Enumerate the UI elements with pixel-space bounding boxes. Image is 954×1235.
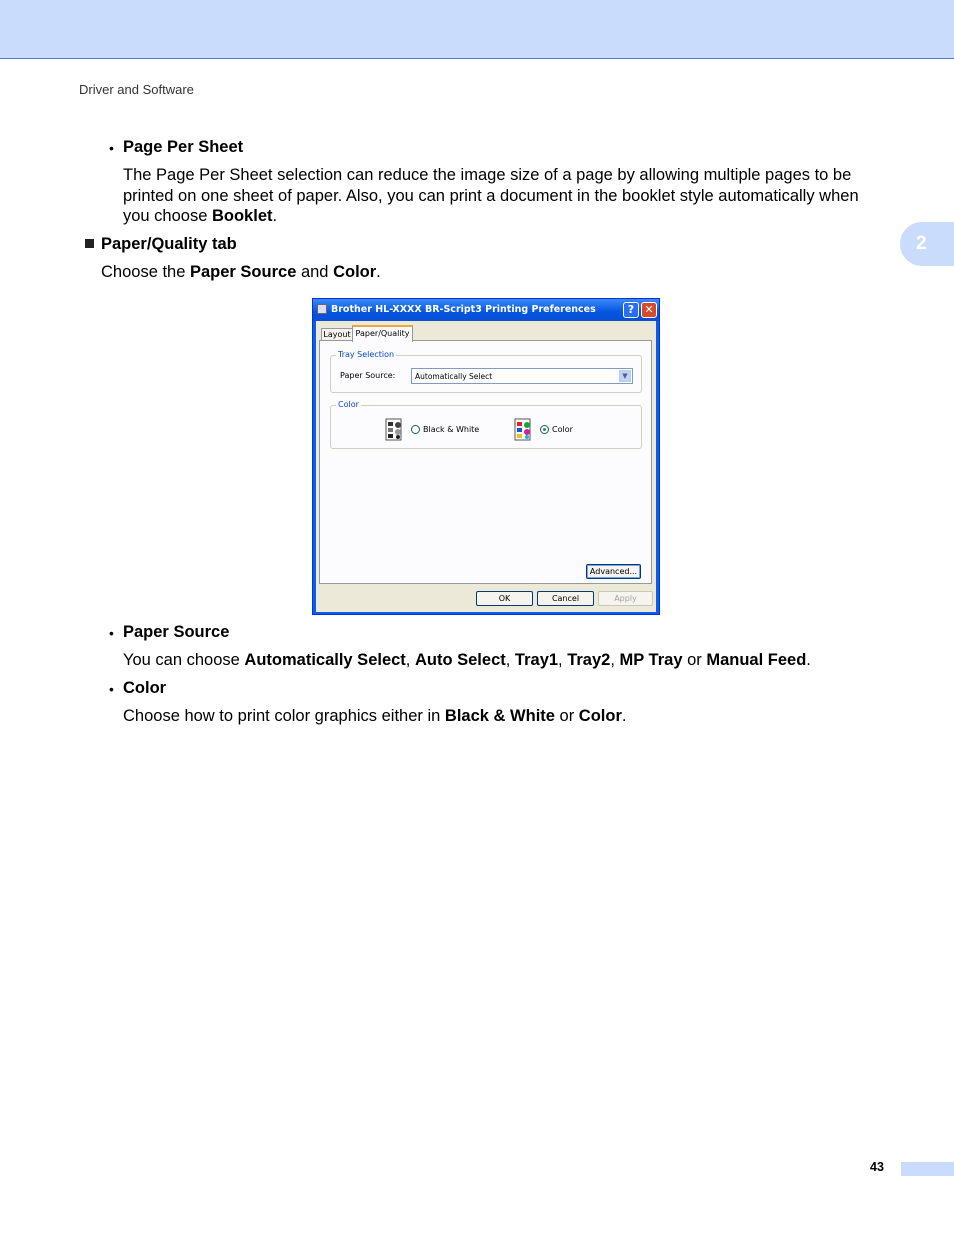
- tab-panel-paper-quality: [319, 340, 652, 584]
- group-label: Tray Selection: [338, 350, 395, 359]
- footer-bar: [901, 1162, 954, 1176]
- bullet-dot: •: [109, 140, 114, 156]
- subheading-color: [123, 678, 166, 699]
- paper-source-select[interactable]: [411, 368, 633, 384]
- heading-paper-quality-tab: [101, 234, 237, 255]
- radio-color[interactable]: [540, 425, 549, 434]
- heading-text: Paper/Quality tab: [101, 235, 237, 253]
- bold-run: Booklet: [211, 207, 273, 225]
- text-run: Choose how to print color graphics either in: [123, 707, 445, 725]
- bold-run: MP Tray: [619, 651, 683, 669]
- text-run: or: [682, 651, 707, 669]
- bullet-dot: •: [109, 681, 114, 697]
- header-band: [0, 0, 954, 59]
- color-group: [330, 400, 642, 449]
- text-run: ,: [610, 651, 620, 669]
- radio-black-white-label: Black & White: [423, 425, 480, 434]
- text-run: or: [554, 707, 579, 725]
- help-button[interactable]: ?: [623, 302, 639, 318]
- bold-run: Color: [578, 707, 622, 725]
- bold-run: Tray1: [514, 651, 559, 669]
- subheading-text: Paper Source: [123, 623, 230, 641]
- paragraph-line: printed on one sheet of paper. Also, you can print a document in the booklet style automatically when: [123, 187, 859, 205]
- dialog-client: [316, 321, 656, 612]
- tab-paper-quality[interactable]: Paper/Quality: [352, 325, 413, 342]
- printing-preferences-dialog: [312, 298, 660, 615]
- ok-button[interactable]: OK: [476, 591, 533, 606]
- text-run: .: [376, 263, 381, 281]
- close-button[interactable]: ✕: [641, 302, 657, 318]
- advanced-button[interactable]: Advanced...: [586, 564, 641, 579]
- bold-run: Automatically Select: [244, 651, 406, 669]
- dialog-title: Brother HL-XXXX BR-Script3 Printing Preferences: [331, 304, 596, 315]
- text-run: you choose: [123, 207, 212, 225]
- paragraph-line: [123, 706, 626, 727]
- bold-run: Auto Select: [414, 651, 506, 669]
- paragraph-line: [101, 262, 381, 283]
- group-label: Color: [338, 400, 359, 409]
- tab-layout[interactable]: Layout: [321, 328, 353, 341]
- subheading-text: Color: [123, 679, 167, 697]
- paragraph-line: [123, 206, 277, 227]
- paper-source-label: Paper Source:: [340, 371, 396, 380]
- select-value: Automatically Select: [415, 372, 493, 381]
- paragraph-line: [123, 650, 811, 671]
- radio-black-white[interactable]: [411, 425, 420, 434]
- chapter-tab: 2: [900, 222, 954, 266]
- paragraph-line: The Page Per Sheet selection can reduce the image size of a page by allowing multiple pages to be: [123, 166, 852, 184]
- subheading-paper-source: [123, 622, 229, 643]
- text-run: ,: [505, 651, 515, 669]
- bold-run: Paper Source: [189, 263, 297, 281]
- text-run: and: [296, 263, 334, 281]
- bold-run: Color: [333, 263, 377, 281]
- black-white-document-icon: [385, 418, 405, 442]
- radio-color-label: Color: [552, 425, 573, 434]
- text-run: You can choose: [123, 651, 245, 669]
- subheading-page-per-sheet: [123, 137, 243, 158]
- dialog-titlebar[interactable]: [313, 299, 659, 321]
- color-document-icon: [514, 418, 534, 442]
- text-run: .: [621, 707, 627, 725]
- apply-button: Apply: [598, 591, 653, 606]
- text-run: .: [806, 651, 811, 669]
- page-number: 43: [870, 1160, 884, 1174]
- bold-run: Black & White: [444, 707, 555, 725]
- chevron-down-icon[interactable]: ▼: [619, 370, 631, 382]
- text-run: Choose the: [101, 263, 190, 281]
- text-run: .: [272, 207, 278, 225]
- subheading-text: Page Per Sheet: [123, 138, 244, 156]
- bold-run: Manual Feed: [706, 651, 807, 669]
- cancel-button[interactable]: Cancel: [537, 591, 594, 606]
- bold-run: Tray2: [567, 651, 611, 669]
- breadcrumb: Driver and Software: [79, 82, 194, 97]
- tray-selection-group: [330, 350, 642, 393]
- text-run: ,: [405, 651, 415, 669]
- printer-icon: [317, 304, 327, 314]
- text-run: ,: [558, 651, 568, 669]
- bullet-dot: •: [109, 625, 114, 641]
- square-bullet-icon: [85, 239, 94, 248]
